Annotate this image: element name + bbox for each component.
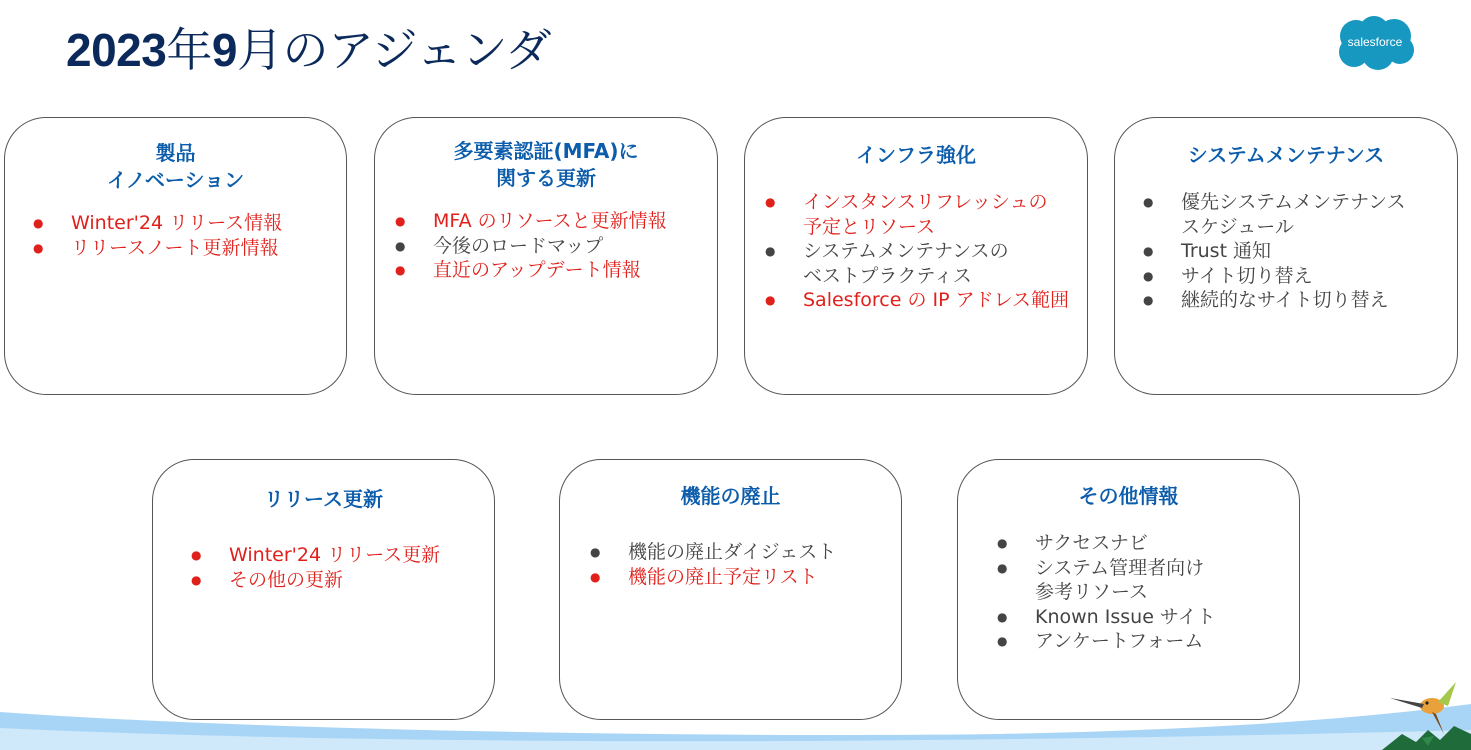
card-item-list [5, 211, 346, 260]
logo-text: salesforce [1347, 35, 1403, 49]
card-item-list [1115, 190, 1457, 313]
list-item[interactable]: ● アンケートフォーム [1035, 629, 1299, 654]
page-title [66, 14, 551, 80]
card-item-list [958, 531, 1299, 654]
card-title-line: 関する更新 [496, 166, 596, 190]
list-item[interactable]: ● Trust 通知 [1181, 239, 1457, 264]
card-title-line: リリース更新 [264, 487, 383, 511]
list-item[interactable]: ● リリースノート更新情報 [71, 236, 346, 261]
card-release-updates [152, 459, 495, 720]
card-item-list [560, 540, 901, 589]
card-product-innovation [4, 117, 347, 395]
list-item[interactable]: ● 継続的なサイト切り替え [1181, 288, 1457, 313]
card-title [375, 138, 717, 192]
list-item[interactable]: ● MFA のリソースと更新情報 [433, 209, 717, 234]
list-item[interactable]: ● Known Issue サイト [1035, 605, 1299, 630]
title-month: 9 [211, 24, 237, 76]
list-item[interactable]: ● システムメンテナンスの ベストプラクティス [803, 239, 1087, 288]
list-item[interactable]: ● システム管理者向け 参考リソース [1035, 556, 1299, 605]
card-feature-retirement [559, 459, 902, 720]
list-item[interactable]: ● 機能の廃止ダイジェスト [628, 540, 901, 565]
card-title-line: インフラ強化 [856, 143, 976, 167]
list-item[interactable]: ● Winter'24 リリース更新 [229, 543, 494, 568]
card-title-line: イノベーション [106, 168, 245, 192]
card-title-line: その他情報 [1078, 484, 1179, 508]
card-title [5, 140, 346, 194]
card-item-list [745, 190, 1087, 313]
card-title-line: 機能の廃止 [680, 484, 781, 508]
card-title-line: 製品 [155, 141, 196, 165]
salesforce-logo-icon [1334, 14, 1416, 72]
card-other-info [957, 459, 1300, 720]
card-title-line: システムメンテナンス [1187, 143, 1385, 167]
list-item[interactable]: ● インスタンスリフレッシュの 予定とリソース [803, 190, 1087, 239]
card-mfa-updates [374, 117, 718, 395]
hummingbird-mascot-icon [1382, 676, 1471, 750]
bottom-wave-decoration [0, 690, 1471, 750]
list-item[interactable]: ● サクセスナビ [1035, 531, 1299, 556]
list-item[interactable]: ● その他の更新 [229, 568, 494, 593]
title-year-suffix: 年 [166, 23, 212, 77]
title-rest: 月のアジェンダ [236, 23, 551, 77]
card-title [153, 486, 494, 513]
title-year: 2023 [66, 24, 167, 76]
list-item[interactable]: ● 今後のロードマップ [433, 234, 717, 259]
card-item-list [153, 543, 494, 592]
card-title-line: 多要素認証(MFA)に [453, 139, 639, 163]
card-title [1115, 142, 1457, 169]
card-system-maintenance [1114, 117, 1458, 395]
card-title [560, 483, 901, 510]
list-item[interactable]: ● 優先システムメンテナンス スケジュール [1181, 190, 1457, 239]
list-item[interactable]: ● 直近のアップデート情報 [433, 258, 717, 283]
list-item[interactable]: ● 機能の廃止予定リスト [628, 565, 901, 590]
card-infrastructure [744, 117, 1088, 395]
list-item[interactable]: ● サイト切り替え [1181, 264, 1457, 289]
list-item[interactable]: ● Salesforce の IP アドレス範囲 [803, 288, 1087, 313]
card-item-list [375, 209, 717, 283]
card-title [958, 483, 1299, 510]
card-title [745, 142, 1087, 169]
list-item[interactable]: ● Winter'24 リリース情報 [71, 211, 346, 236]
